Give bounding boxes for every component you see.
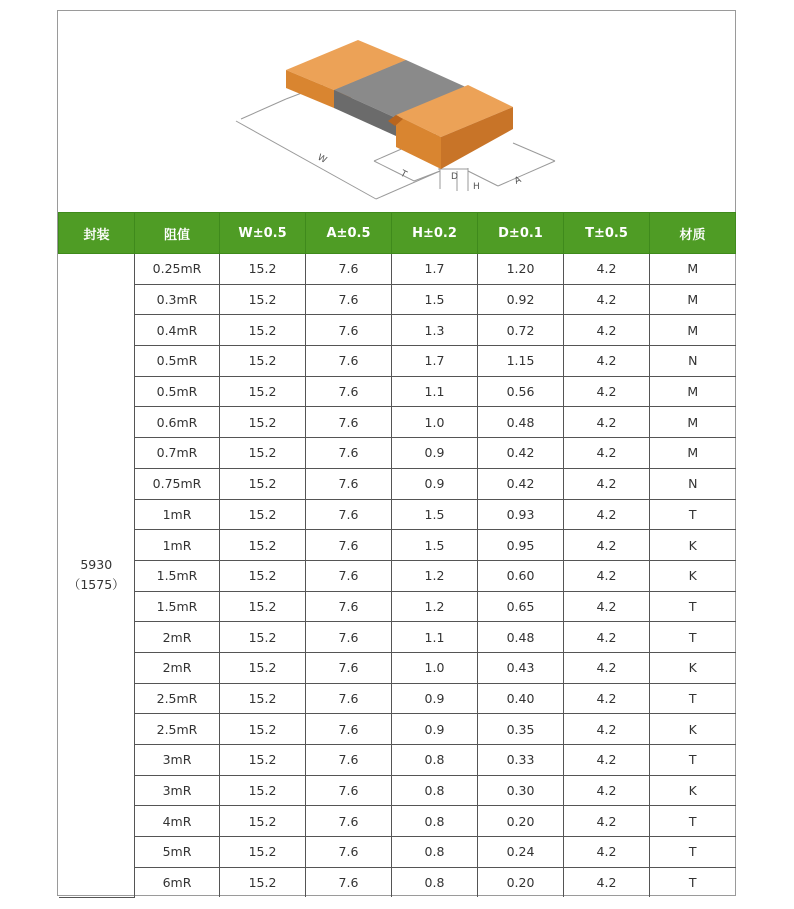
cell-h: 1.5: [392, 530, 478, 561]
cell-material: M: [650, 284, 736, 315]
cell-resistance: 0.75mR: [135, 468, 220, 499]
cell-material: K: [650, 530, 736, 561]
cell-resistance: 1.5mR: [135, 591, 220, 622]
cell-t: 4.2: [564, 438, 650, 469]
cell-material: K: [650, 775, 736, 806]
cell-t: 4.2: [564, 284, 650, 315]
table-row: [59, 714, 736, 745]
resistor-dimension-diagram: [58, 11, 735, 211]
cell-w: 15.2: [220, 867, 306, 897]
cell-material: K: [650, 714, 736, 745]
cell-resistance: 0.25mR: [135, 254, 220, 285]
header-package: 封装: [59, 213, 135, 254]
cell-material: T: [650, 745, 736, 776]
cell-h: 0.8: [392, 775, 478, 806]
cell-a: 7.6: [306, 683, 392, 714]
cell-h: 1.0: [392, 652, 478, 683]
header-w: W±0.5: [220, 213, 306, 254]
cell-t: 4.2: [564, 499, 650, 530]
cell-h: 1.7: [392, 346, 478, 377]
cell-t: 4.2: [564, 837, 650, 868]
cell-a: 7.6: [306, 560, 392, 591]
cell-h: 0.8: [392, 745, 478, 776]
cell-resistance: 5mR: [135, 837, 220, 868]
cell-d: 0.35: [478, 714, 564, 745]
cell-resistance: 0.3mR: [135, 284, 220, 315]
cell-t: 4.2: [564, 867, 650, 897]
cell-resistance: 2.5mR: [135, 714, 220, 745]
cell-resistance: 6mR: [135, 867, 220, 897]
cell-h: 0.9: [392, 714, 478, 745]
cell-t: 4.2: [564, 714, 650, 745]
cell-w: 15.2: [220, 622, 306, 653]
cell-h: 1.1: [392, 622, 478, 653]
table-row: [59, 683, 736, 714]
cell-material: M: [650, 315, 736, 346]
cell-material: K: [650, 652, 736, 683]
table-row: [59, 745, 736, 776]
cell-resistance: 0.5mR: [135, 376, 220, 407]
cell-d: 0.95: [478, 530, 564, 561]
cell-t: 4.2: [564, 530, 650, 561]
header-resistance: 阻值: [135, 213, 220, 254]
header-a: A±0.5: [306, 213, 392, 254]
cell-resistance: 4mR: [135, 806, 220, 837]
cell-w: 15.2: [220, 806, 306, 837]
cell-d: 0.43: [478, 652, 564, 683]
cell-resistance: 2mR: [135, 652, 220, 683]
table-row: [59, 591, 736, 622]
cell-a: 7.6: [306, 346, 392, 377]
cell-t: 4.2: [564, 560, 650, 591]
cell-resistance: 1mR: [135, 530, 220, 561]
cell-a: 7.6: [306, 376, 392, 407]
cell-h: 0.8: [392, 806, 478, 837]
cell-resistance: 2.5mR: [135, 683, 220, 714]
spec-sheet-frame: [57, 10, 736, 896]
cell-d: 0.42: [478, 438, 564, 469]
table-row: [59, 867, 736, 897]
cell-a: 7.6: [306, 468, 392, 499]
cell-w: 15.2: [220, 714, 306, 745]
cell-d: 0.42: [478, 468, 564, 499]
cell-material: T: [650, 622, 736, 653]
cell-d: 0.30: [478, 775, 564, 806]
cell-h: 0.8: [392, 837, 478, 868]
table-row: [59, 499, 736, 530]
cell-h: 1.0: [392, 407, 478, 438]
cell-resistance: 0.6mR: [135, 407, 220, 438]
cell-d: 0.92: [478, 284, 564, 315]
cell-w: 15.2: [220, 346, 306, 377]
cell-d: 0.33: [478, 745, 564, 776]
table-row: [59, 438, 736, 469]
cell-h: 1.7: [392, 254, 478, 285]
package-cell: [59, 254, 135, 898]
cell-w: 15.2: [220, 652, 306, 683]
label-d: D: [451, 172, 458, 182]
cell-t: 4.2: [564, 683, 650, 714]
cell-resistance: 3mR: [135, 745, 220, 776]
cell-t: 4.2: [564, 775, 650, 806]
table-row: [59, 560, 736, 591]
cell-a: 7.6: [306, 714, 392, 745]
cell-a: 7.6: [306, 622, 392, 653]
resistor-3d-drawing: [58, 11, 735, 211]
cell-w: 15.2: [220, 438, 306, 469]
cell-a: 7.6: [306, 530, 392, 561]
cell-t: 4.2: [564, 468, 650, 499]
cell-h: 1.2: [392, 591, 478, 622]
cell-h: 1.1: [392, 376, 478, 407]
cell-w: 15.2: [220, 837, 306, 868]
cell-h: 1.3: [392, 315, 478, 346]
cell-a: 7.6: [306, 315, 392, 346]
cell-d: 1.15: [478, 346, 564, 377]
table-row: [59, 806, 736, 837]
cell-d: 0.20: [478, 806, 564, 837]
spec-table: [58, 212, 736, 898]
cell-a: 7.6: [306, 284, 392, 315]
cell-resistance: 1.5mR: [135, 560, 220, 591]
cell-d: 0.48: [478, 622, 564, 653]
cell-w: 15.2: [220, 254, 306, 285]
table-row: [59, 837, 736, 868]
cell-t: 4.2: [564, 591, 650, 622]
label-a: A: [513, 175, 523, 187]
cell-material: T: [650, 591, 736, 622]
label-h: H: [473, 182, 480, 192]
cell-material: N: [650, 346, 736, 377]
cell-material: N: [650, 468, 736, 499]
cell-resistance: 1mR: [135, 499, 220, 530]
table-row: [59, 346, 736, 377]
cell-d: 0.24: [478, 837, 564, 868]
cell-d: 0.60: [478, 560, 564, 591]
cell-material: M: [650, 376, 736, 407]
cell-t: 4.2: [564, 407, 650, 438]
cell-w: 15.2: [220, 284, 306, 315]
cell-a: 7.6: [306, 407, 392, 438]
table-row: [59, 315, 736, 346]
cell-a: 7.6: [306, 745, 392, 776]
cell-w: 15.2: [220, 530, 306, 561]
cell-a: 7.6: [306, 806, 392, 837]
label-w: W: [315, 152, 329, 166]
cell-w: 15.2: [220, 683, 306, 714]
cell-d: 1.20: [478, 254, 564, 285]
cell-material: T: [688, 875, 697, 891]
cell-d: 0.56: [478, 376, 564, 407]
cell-d: 0.48: [478, 407, 564, 438]
cell-t: 4.2: [564, 315, 650, 346]
header-material: 材质: [650, 213, 736, 254]
table-header-row: [59, 213, 736, 254]
cell-t: 4.2: [564, 745, 650, 776]
table-row: [59, 775, 736, 806]
cell-w: 15.2: [220, 315, 306, 346]
cell-resistance: 0.4mR: [135, 315, 220, 346]
cell-w: 15.2: [220, 591, 306, 622]
cell-material: T: [650, 683, 736, 714]
cell-h: 1.2: [392, 560, 478, 591]
cell-w: 15.2: [220, 407, 306, 438]
table-row: [59, 376, 736, 407]
cell-t: 4.2: [564, 622, 650, 653]
cell-material: T: [650, 837, 736, 868]
cell-w: 15.2: [220, 560, 306, 591]
cell-d: 0.65: [478, 591, 564, 622]
cell-a: 7.6: [306, 591, 392, 622]
cell-resistance: 0.5mR: [135, 346, 220, 377]
cell-h: 1.5: [392, 499, 478, 530]
table-body: [59, 254, 736, 898]
cell-a: 7.6: [306, 438, 392, 469]
cell-a: 7.6: [306, 867, 392, 897]
cell-a: 7.6: [306, 837, 392, 868]
cell-w: 15.2: [220, 499, 306, 530]
cell-material: M: [650, 438, 736, 469]
cell-h: 0.9: [392, 438, 478, 469]
package-imperial-code: （1575）: [67, 577, 125, 593]
table-row: [59, 468, 736, 499]
cell-material: M: [650, 254, 736, 285]
cell-t: 4.2: [564, 346, 650, 377]
table-row: [59, 530, 736, 561]
cell-d: 0.40: [478, 683, 564, 714]
table-row: [59, 652, 736, 683]
cell-material: K: [650, 560, 736, 591]
cell-material: T: [650, 806, 736, 837]
cell-d: 0.20: [478, 867, 564, 897]
table-row: [59, 407, 736, 438]
cell-t: 4.2: [564, 376, 650, 407]
cell-d: 0.72: [478, 315, 564, 346]
cell-h: 1.5: [392, 284, 478, 315]
cell-material: T: [650, 499, 736, 530]
cell-w: 15.2: [220, 775, 306, 806]
table-row: [59, 284, 736, 315]
package-code: 5930: [80, 557, 113, 573]
cell-h: 0.9: [392, 468, 478, 499]
cell-a: 7.6: [306, 254, 392, 285]
cell-d: 0.93: [478, 499, 564, 530]
cell-a: 7.6: [306, 499, 392, 530]
cell-t: 4.2: [564, 254, 650, 285]
cell-t: 4.2: [564, 806, 650, 837]
cell-material: M: [650, 407, 736, 438]
cell-resistance: 2mR: [135, 622, 220, 653]
header-h: H±0.2: [392, 213, 478, 254]
table-row: [59, 622, 736, 653]
cell-h: 0.9: [392, 683, 478, 714]
cell-w: 15.2: [220, 468, 306, 499]
label-t: T: [398, 168, 409, 181]
cell-w: 15.2: [220, 376, 306, 407]
cell-a: 7.6: [306, 775, 392, 806]
cell-h: 0.8: [392, 867, 478, 897]
table-row: [59, 254, 736, 285]
header-t: T±0.5: [564, 213, 650, 254]
cell-t: 4.2: [564, 652, 650, 683]
cell-w: 15.2: [220, 745, 306, 776]
cell-resistance: 0.7mR: [135, 438, 220, 469]
cell-resistance: 3mR: [135, 775, 220, 806]
header-d: D±0.1: [478, 213, 564, 254]
cell-a: 7.6: [306, 652, 392, 683]
